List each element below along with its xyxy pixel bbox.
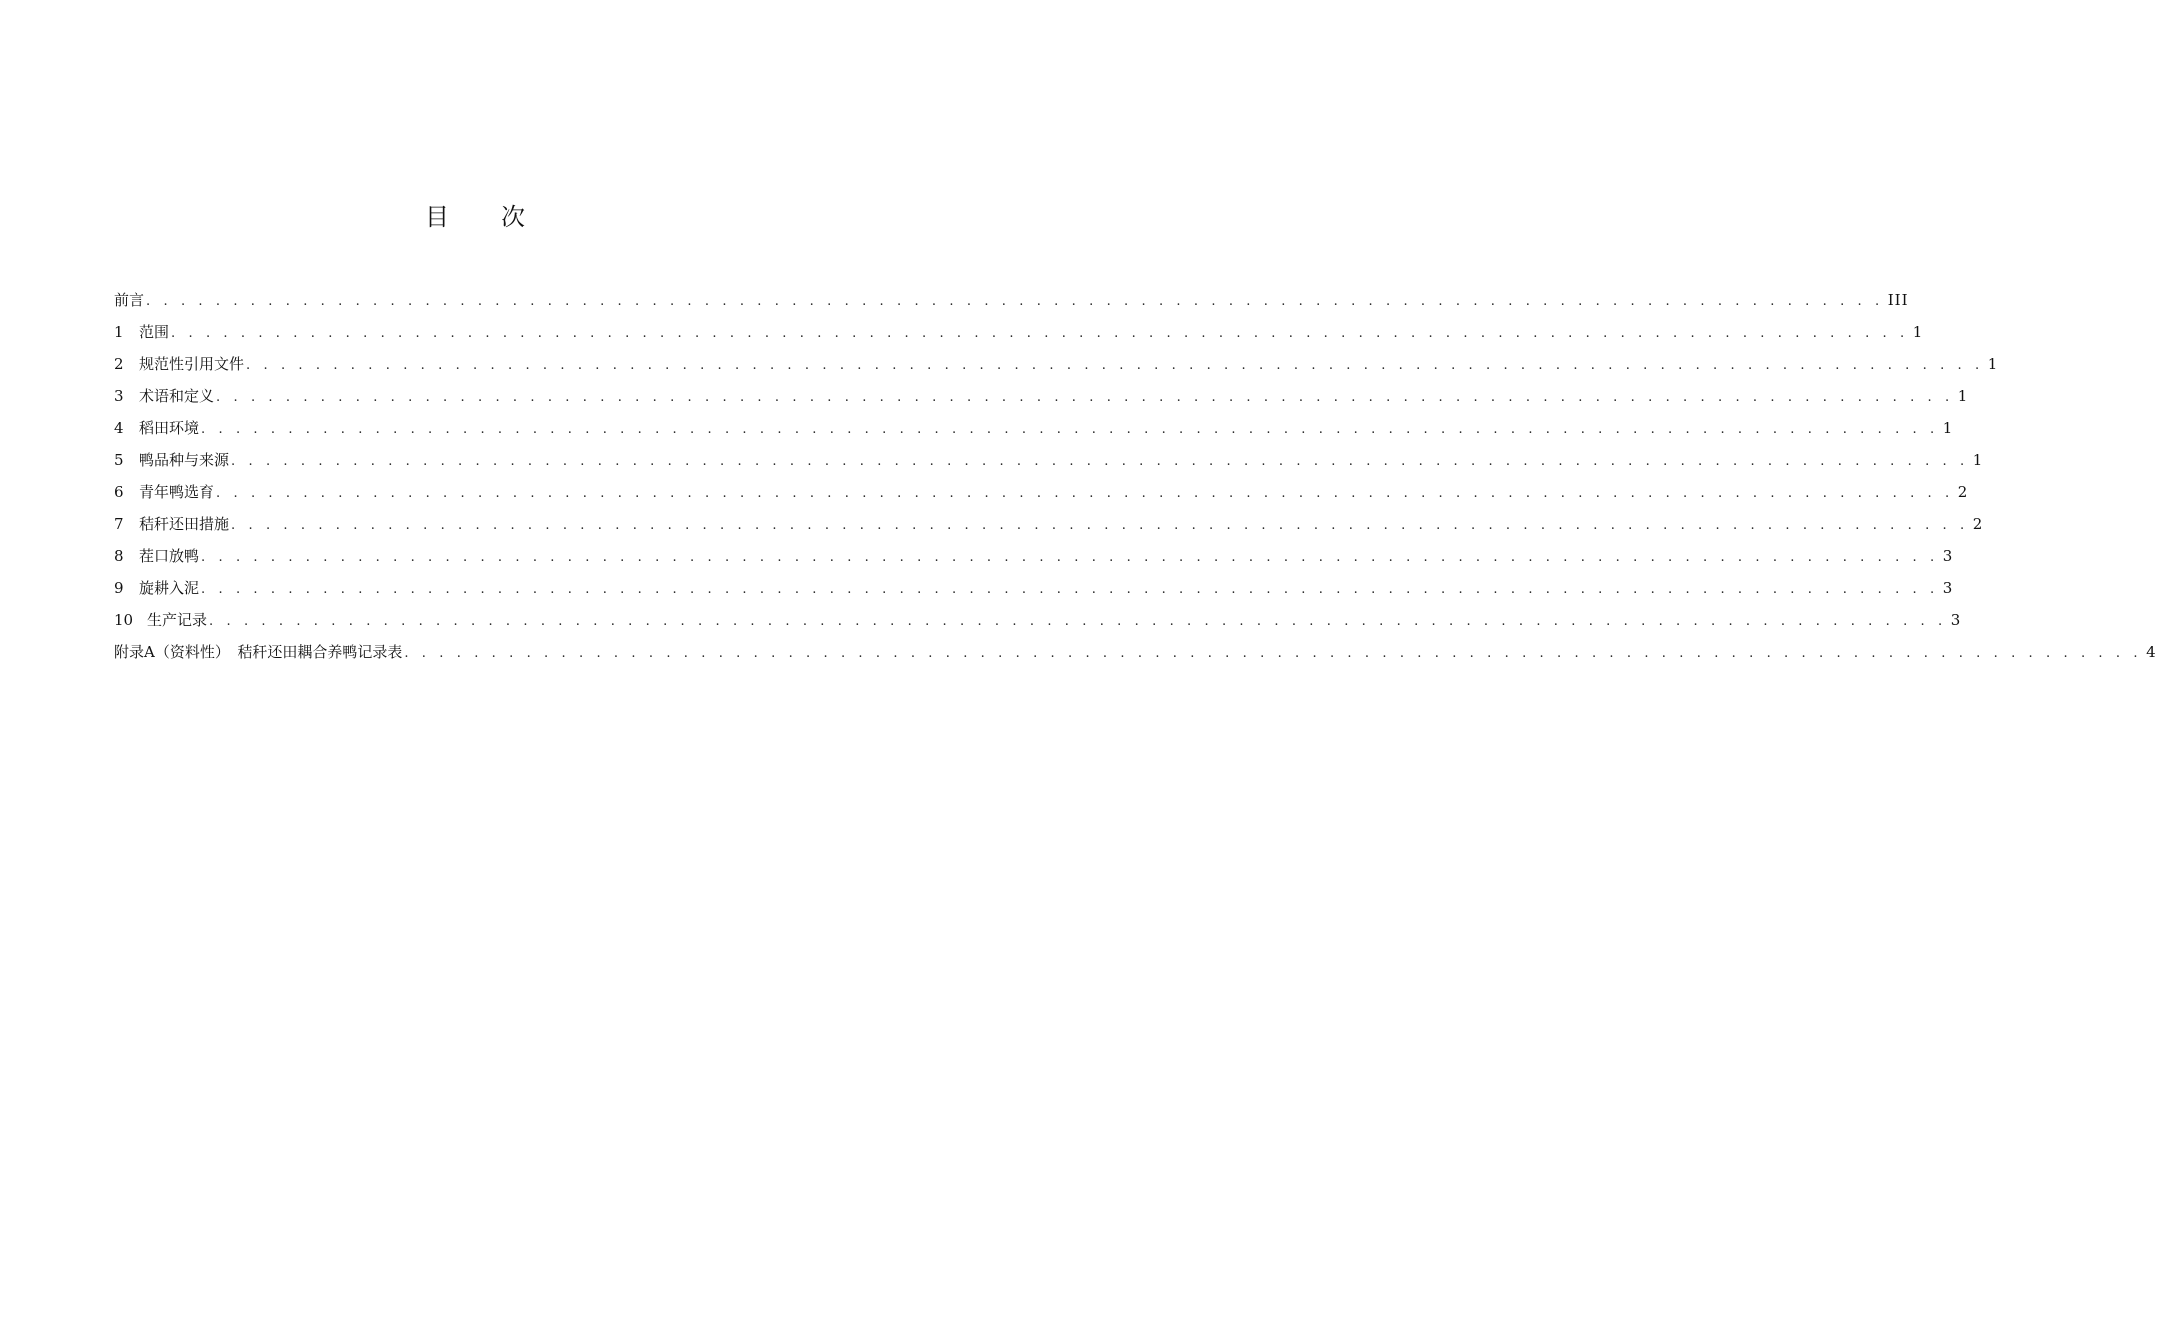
toc-entry-straw-return[interactable] [114, 508, 1984, 540]
toc-entry-page: 4 [2146, 643, 2157, 661]
toc-entry-duck-breeds[interactable] [114, 444, 1984, 476]
toc-leader-dots: . . . . . . . . . . . . . . . . . . . . . . . . . . . . . . . . . . . . . . . . . . . . . . . . . . . . . . . . . . . . . . . . . . . . . . . . . . . . . . . . . . . . . . . . . . . . . . . . . . . . [171, 326, 1909, 341]
toc-entry-label: 鸭品种与来源 [139, 451, 230, 469]
toc-entry-label: 附录A（资料性） 秸秆还田耦合养鸭记录表 [114, 643, 403, 661]
toc-entry-number: 7 [114, 515, 124, 533]
toc-entry-number: 1 [114, 323, 124, 341]
toc-entry-label: 青年鸭选育 [139, 483, 215, 501]
toc-entry-number: 10 [114, 611, 134, 629]
toc-leader-dots: . . . . . . . . . . . . . . . . . . . . . . . . . . . . . . . . . . . . . . . . . . . . . . . . . . . . . . . . . . . . . . . . . . . . . . . . . . . . . . . . . . . . . . . . . . . . . . . . . . . . [216, 486, 1954, 501]
toc-leader-dots: . . . . . . . . . . . . . . . . . . . . . . . . . . . . . . . . . . . . . . . . . . . . . . . . . . . . . . . . . . . . . . . . . . . . . . . . . . . . . . . . . . . . . . . . . . . . . . . . . . . . [216, 390, 1954, 405]
toc-entry-number: 3 [114, 387, 124, 405]
toc-leader-dots: . . . . . . . . . . . . . . . . . . . . . . . . . . . . . . . . . . . . . . . . . . . . . . . . . . . . . . . . . . . . . . . . . . . . . . . . . . . . . . . . . . . . . . . . . . . . . . . . . . . . [201, 582, 1939, 597]
toc-entry-number: 6 [114, 483, 124, 501]
toc-entry-page: 1 [1957, 387, 1969, 405]
page-title-part1: 目 [425, 203, 449, 231]
toc-entry-number: 5 [114, 451, 124, 469]
toc-entry-number: 8 [114, 547, 124, 565]
toc-entry-scope[interactable] [114, 316, 1924, 348]
table-of-contents [114, 284, 2157, 668]
toc-entry-rotary-tillage[interactable] [114, 572, 1954, 604]
toc-entry-page: 2 [1972, 515, 1984, 533]
toc-entry-young-duck-selection[interactable] [114, 476, 1969, 508]
toc-entry-production-records[interactable] [114, 604, 1962, 636]
toc-entry-page: 2 [1957, 483, 1969, 501]
toc-entry-appendix-a[interactable] [114, 636, 2157, 668]
toc-entry-page: 1 [1912, 323, 1924, 341]
toc-entry-page: 1 [1987, 355, 1999, 373]
toc-entry-label: 旋耕入泥 [139, 579, 200, 597]
toc-leader-dots: . . . . . . . . . . . . . . . . . . . . . . . . . . . . . . . . . . . . . . . . . . . . . . . . . . . . . . . . . . . . . . . . . . . . . . . . . . . . . . . . . . . . . . . . . . . . . . . . . . . . [209, 614, 1947, 629]
toc-entry-label: 茬口放鸭 [139, 547, 200, 565]
toc-entry-label: 范围 [139, 323, 170, 341]
toc-entry-page: 3 [1942, 547, 1954, 565]
toc-entry-page: 1 [1972, 451, 1984, 469]
toc-entry-normative-references[interactable] [114, 348, 1999, 380]
toc-entry-number: 9 [114, 579, 124, 597]
toc-entry-label: 秸秆还田措施 [139, 515, 230, 533]
page-title [0, 200, 950, 234]
toc-entry-page: III [1887, 291, 1909, 309]
toc-entry-label: 前言 [114, 291, 145, 309]
toc-entry-number: 4 [114, 419, 124, 437]
toc-entry-stubble-release[interactable] [114, 540, 1954, 572]
toc-entry-terms-definitions[interactable] [114, 380, 1969, 412]
toc-leader-dots: . . . . . . . . . . . . . . . . . . . . . . . . . . . . . . . . . . . . . . . . . . . . . . . . . . . . . . . . . . . . . . . . . . . . . . . . . . . . . . . . . . . . . . . . . . . . . . . . . . . . [404, 646, 2143, 661]
toc-entry-foreword[interactable] [114, 284, 1909, 316]
toc-leader-dots: . . . . . . . . . . . . . . . . . . . . . . . . . . . . . . . . . . . . . . . . . . . . . . . . . . . . . . . . . . . . . . . . . . . . . . . . . . . . . . . . . . . . . . . . . . . . . . . . . . . . [146, 294, 1884, 309]
page-title-part2: 次 [501, 203, 525, 231]
toc-entry-label: 规范性引用文件 [139, 355, 245, 373]
toc-entry-number: 2 [114, 355, 124, 373]
toc-entry-label: 稻田环境 [139, 419, 200, 437]
toc-leader-dots: . . . . . . . . . . . . . . . . . . . . . . . . . . . . . . . . . . . . . . . . . . . . . . . . . . . . . . . . . . . . . . . . . . . . . . . . . . . . . . . . . . . . . . . . . . . . . . . . . . . . [231, 518, 1969, 533]
toc-leader-dots: . . . . . . . . . . . . . . . . . . . . . . . . . . . . . . . . . . . . . . . . . . . . . . . . . . . . . . . . . . . . . . . . . . . . . . . . . . . . . . . . . . . . . . . . . . . . . . . . . . . . [246, 358, 1984, 373]
toc-entry-label: 术语和定义 [139, 387, 215, 405]
toc-entry-page: 3 [1942, 579, 1954, 597]
toc-leader-dots: . . . . . . . . . . . . . . . . . . . . . . . . . . . . . . . . . . . . . . . . . . . . . . . . . . . . . . . . . . . . . . . . . . . . . . . . . . . . . . . . . . . . . . . . . . . . . . . . . . . . [201, 550, 1939, 565]
toc-entry-page: 3 [1950, 611, 1962, 629]
toc-entry-page: 1 [1942, 419, 1954, 437]
toc-entry-label: 生产记录 [147, 611, 208, 629]
toc-entry-paddy-environment[interactable] [114, 412, 1954, 444]
toc-leader-dots: . . . . . . . . . . . . . . . . . . . . . . . . . . . . . . . . . . . . . . . . . . . . . . . . . . . . . . . . . . . . . . . . . . . . . . . . . . . . . . . . . . . . . . . . . . . . . . . . . . . . [231, 454, 1969, 469]
toc-leader-dots: . . . . . . . . . . . . . . . . . . . . . . . . . . . . . . . . . . . . . . . . . . . . . . . . . . . . . . . . . . . . . . . . . . . . . . . . . . . . . . . . . . . . . . . . . . . . . . . . . . . . [201, 422, 1939, 437]
